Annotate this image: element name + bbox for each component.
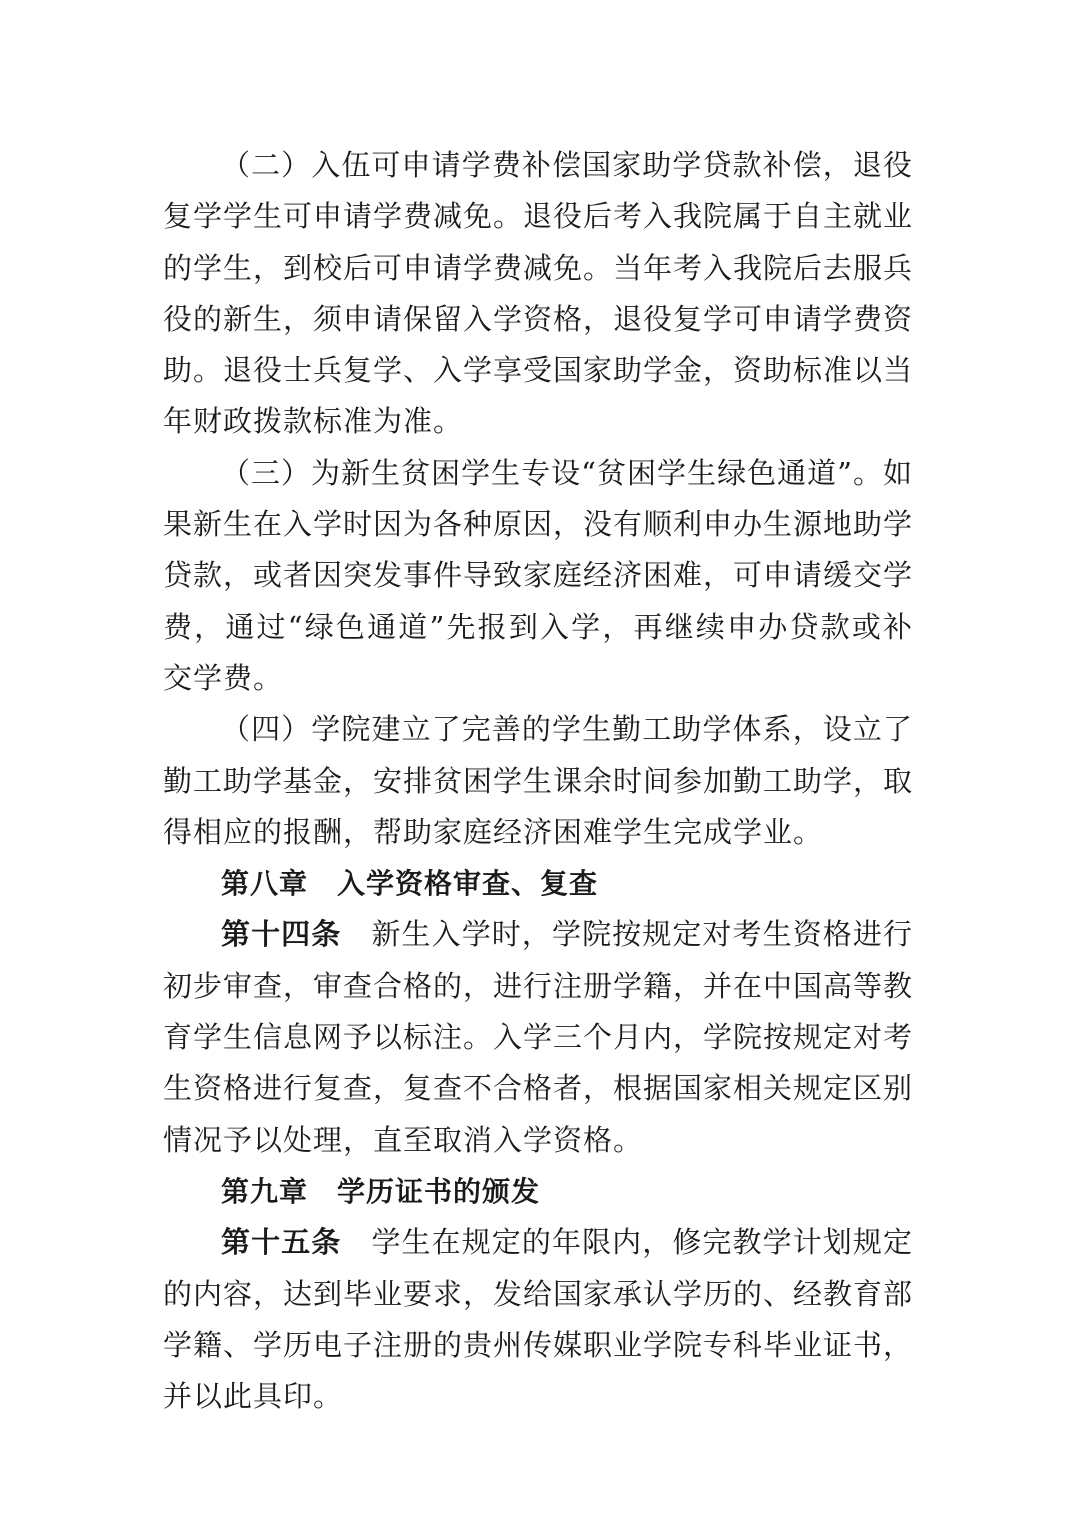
- article-15: [163, 1217, 913, 1422]
- article-15-label: 第十五条: [221, 1225, 342, 1260]
- chapter-9-heading: 第九章 学历证书的颁发: [221, 1174, 541, 1208]
- document-page: [163, 140, 913, 1422]
- article-14: [163, 909, 913, 1165]
- paragraph-work-study: （四）学院建立了完善的学生勤工助学体系，设立了勤工助学基金，安排贫困学生课余时间参加勤工助学，取得相应的报酬，帮助家庭经济困难学生完成学业。: [163, 712, 914, 849]
- article-14-text: 新生入学时，学院按规定对考生资格进行初步审查，审查合格的，进行注册学籍，并在中国高等教育学生信息网予以标注。入学三个月内，学院按规定对考生资格进行复查，复查不合格者，根据国家相关规定区别情况予以处理，直至取消入学资格。: [163, 917, 914, 1157]
- article-14-label: 第十四条: [221, 917, 342, 952]
- paragraph-green-channel: （三）为新生贫困学生专设“贫困学生绿色通道”。如果新生在入学时因为各种原因，没有顺利申办生源地助学贷款，或者因突发事件导致家庭经济困难，可申请缓交学费，通过“绿色通道”先报到入学，再继续申办贷款或补交学费。: [163, 455, 914, 695]
- chapter-8-heading: 第八章 入学资格审查、复查: [221, 867, 599, 901]
- paragraph-military-service-aid: （二）入伍可申请学费补偿国家助学贷款补偿，退役复学学生可申请学费减免。退役后考入我院属于自主就业的学生，到校后可申请学费减免。当年考入我院后去服兵役的新生，须申请保留入学资格，退役复学可申请学费资助。退役士兵复学、入学享受国家助学金，资助标准以当年财政拨款标准为准。: [163, 148, 914, 439]
- article-15-text: 学生在规定的年限内，修完教学计划规定的内容，达到毕业要求，发给国家承认学历的、经教育部学籍、学历电子注册的贵州传媒职业学院专科毕业证书，并以此具印。: [163, 1225, 914, 1414]
